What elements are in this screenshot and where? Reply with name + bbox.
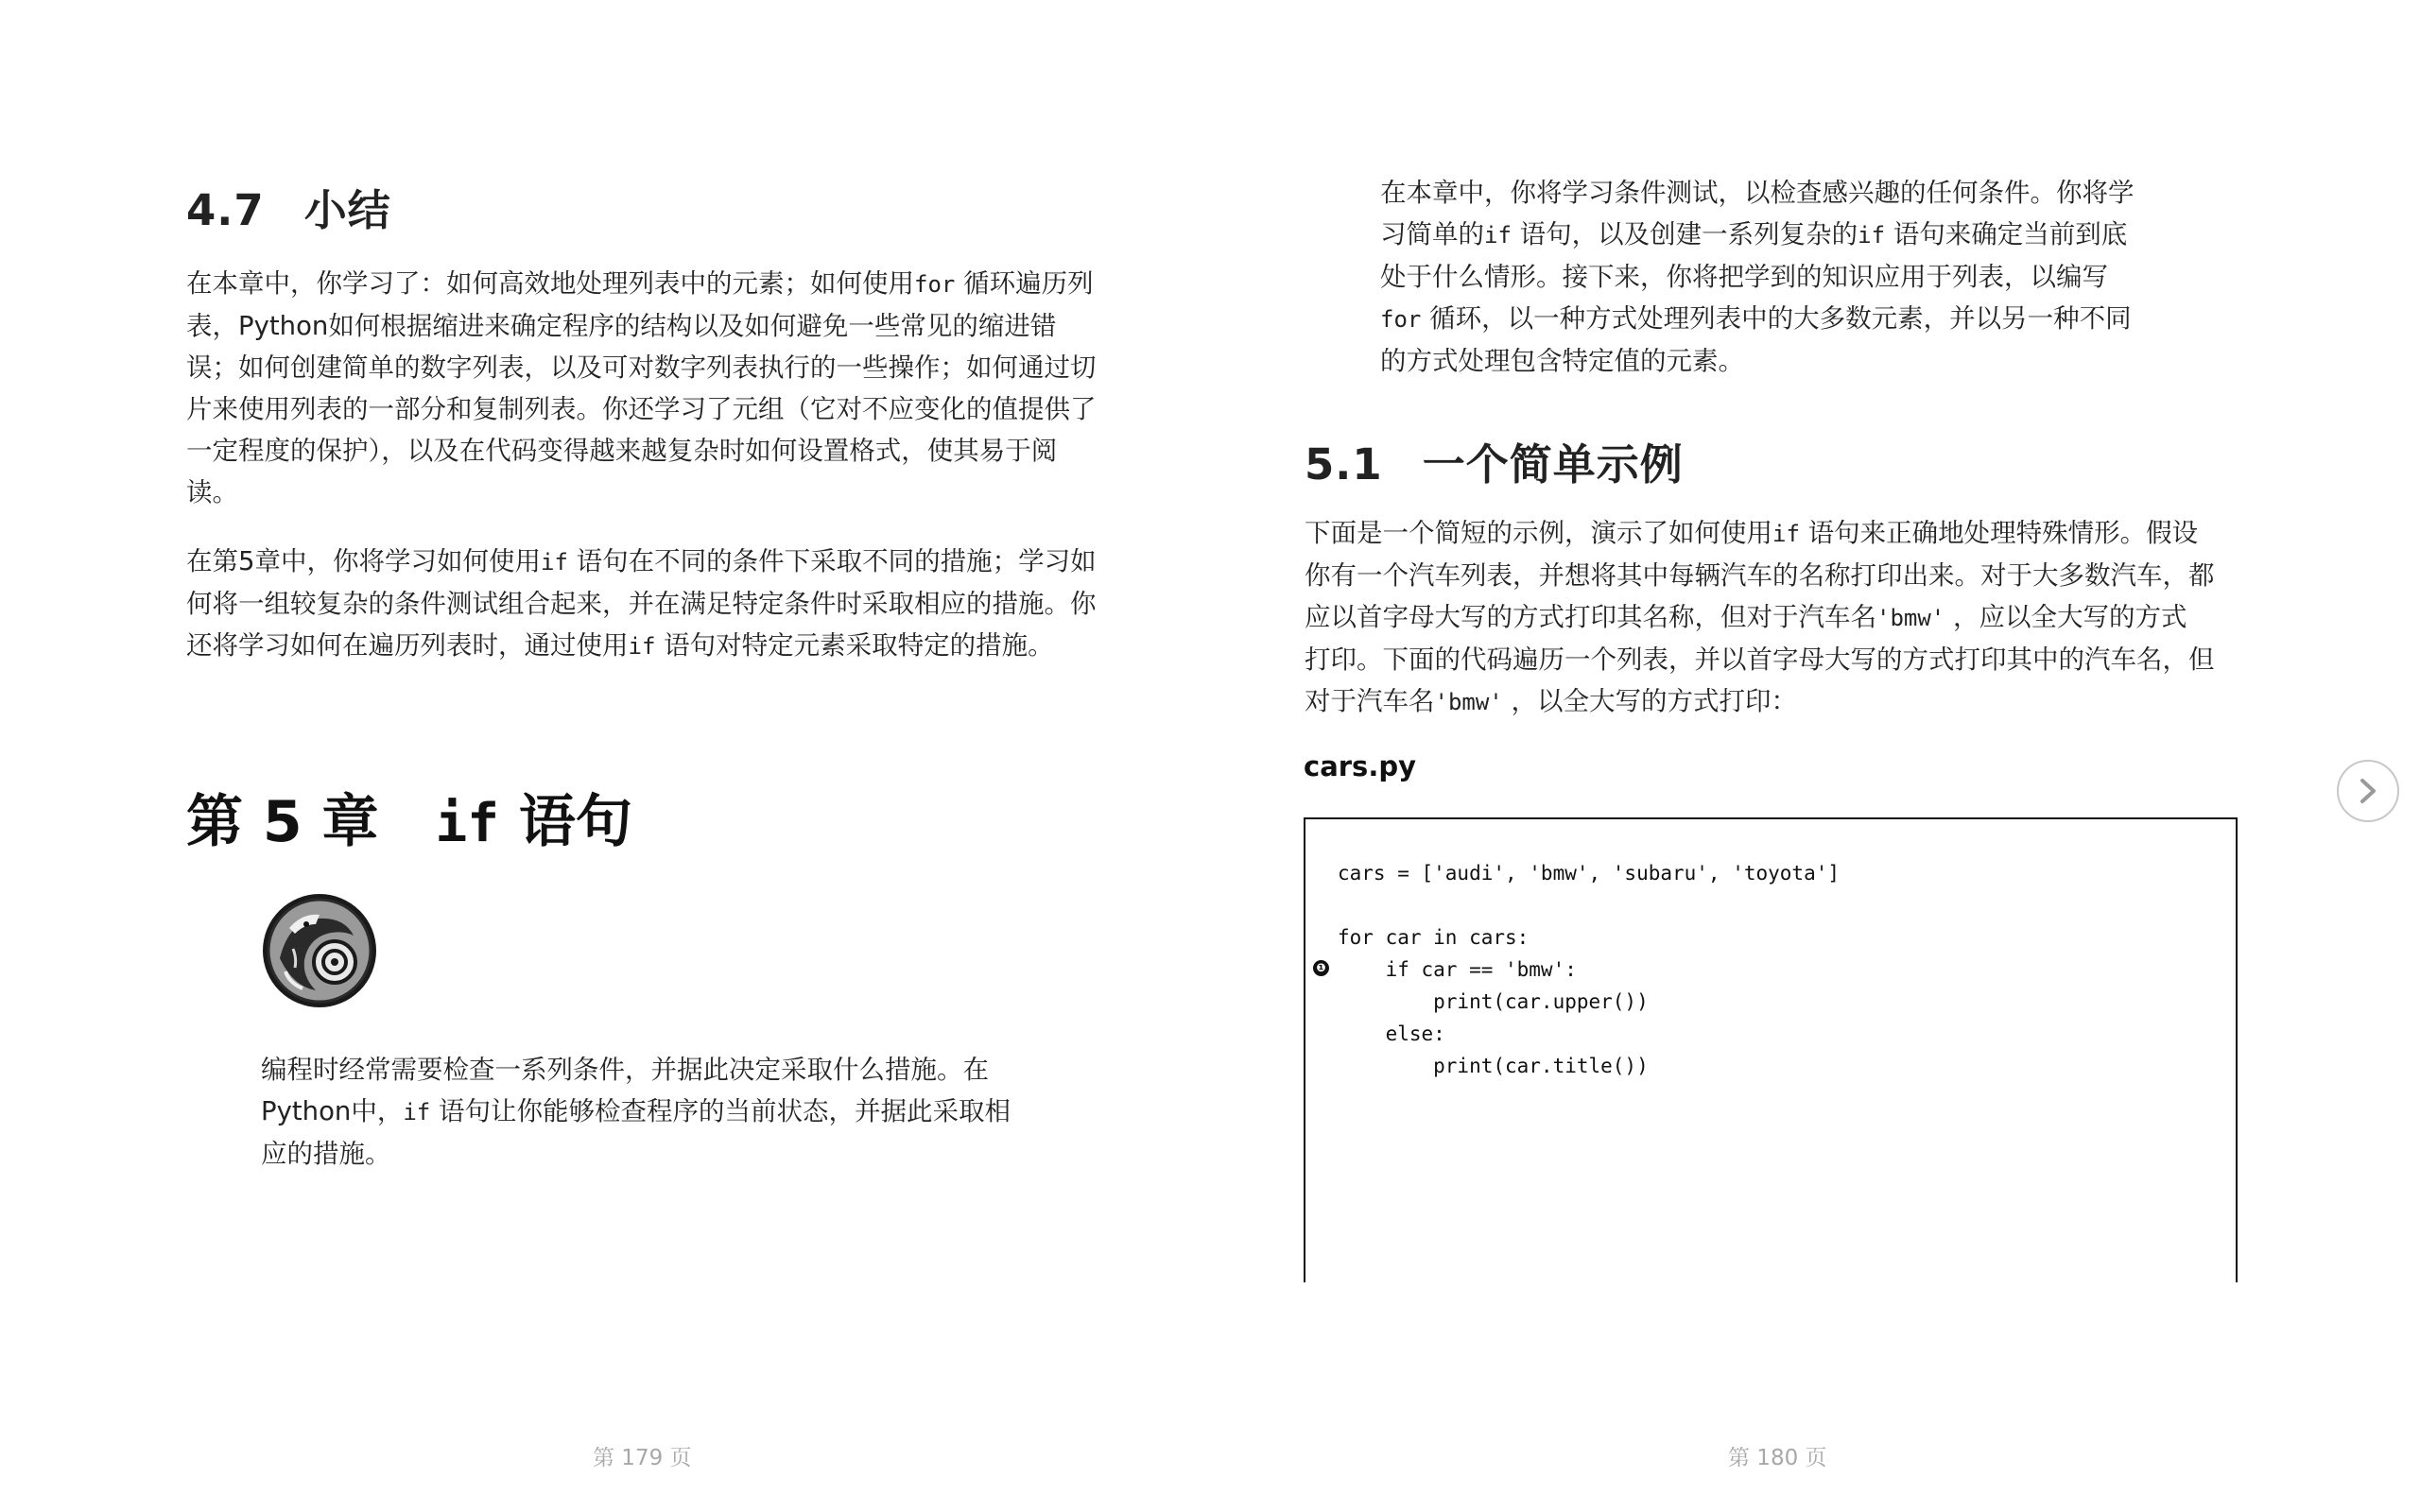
text-line xyxy=(186,541,1097,583)
code-line: if car == 'bmw': xyxy=(1338,958,1577,981)
code-marker-icon: ❶ xyxy=(1313,960,1329,976)
chevron-right-icon xyxy=(2356,777,2380,805)
next-chapter-paragraph xyxy=(186,541,1097,667)
text-segment: 何将一组较复杂的条件测试组合起来，并在满足特定条件时采取相应的措施。你 xyxy=(186,589,1097,619)
text-line xyxy=(1305,639,2215,680)
text-segment: 应以首字母大写的方式打印其名称，但对于汽车名 xyxy=(1305,602,1876,632)
inline-code: 'bmw' xyxy=(1434,689,1503,715)
example-paragraph xyxy=(1305,512,2215,723)
text-segment: ，应以全大写的方式 xyxy=(1945,602,2187,632)
text-line xyxy=(1305,555,2215,596)
text-line xyxy=(1305,512,2215,555)
right-page xyxy=(1210,0,2420,1512)
chapter-intro-text xyxy=(1380,172,2135,382)
code-listing xyxy=(1304,817,2238,1282)
text-segment: 表，Python如何根据缩进来确定程序的结构以及如何避免一些常见的缩进错 xyxy=(186,311,1057,341)
summary-paragraph xyxy=(186,263,1097,513)
text-line xyxy=(1380,214,2135,256)
text-line xyxy=(1305,596,2215,639)
code-line: else: xyxy=(1338,1022,1445,1045)
section-number: 5.1 xyxy=(1305,439,1383,490)
text-line xyxy=(186,263,1097,305)
text-segment: 循环遍历列 xyxy=(955,268,1094,299)
section-title: 小结 xyxy=(303,185,391,235)
inline-code: 'bmw' xyxy=(1876,605,1945,631)
code-line: print(car.title()) xyxy=(1338,1055,1649,1077)
text-line xyxy=(1380,340,2135,382)
text-segment: 误；如何创建简单的数字列表，以及可对数字列表执行的一些操作；如何通过切 xyxy=(186,352,1097,383)
inline-code: if xyxy=(1484,222,1512,249)
text-segment: 编程时经常需要检查一系列条件，并据此决定采取什么措施。在 xyxy=(261,1055,989,1085)
code-line xyxy=(1338,889,1840,921)
chapter-number: 第 5 章 xyxy=(186,789,379,855)
section-heading-4-7 xyxy=(186,176,391,237)
inline-code: if xyxy=(1858,222,1886,249)
text-segment: 在本章中，你将学习条件测试，以检查感兴趣的任何条件。你将学 xyxy=(1380,178,2135,208)
code-line: print(car.upper()) xyxy=(1338,990,1649,1013)
text-line xyxy=(186,625,1097,667)
code-block xyxy=(1338,857,1840,1082)
text-line xyxy=(261,1091,1011,1133)
text-segment: 在本章中，你学习了：如何高效地处理列表中的元素；如何使用 xyxy=(186,268,914,299)
text-segment: ，以全大写的方式打印： xyxy=(1502,686,1797,716)
text-line xyxy=(186,472,1097,513)
text-segment: 语句，以及创建一系列复杂的 xyxy=(1511,219,1858,249)
text-segment: 语句在不同的条件下采取不同的措施；学习如 xyxy=(567,546,1097,576)
text-line xyxy=(1305,680,2215,723)
text-line xyxy=(1380,256,2135,298)
next-page-button[interactable] xyxy=(2337,760,2399,822)
chapter-intro-paragraph xyxy=(261,1049,1011,1175)
inline-code: if xyxy=(1772,521,1800,547)
text-segment: 语句来确定当前到底 xyxy=(1885,219,2128,249)
chapter-keyword: if xyxy=(435,793,499,854)
inline-code: for xyxy=(914,271,956,298)
text-segment: 读。 xyxy=(186,477,238,507)
inline-code: if xyxy=(628,633,656,660)
text-segment: 打印。下面的代码遍历一个列表，并以首字母大写的方式打印其中的汽车名，但 xyxy=(1305,644,2215,675)
text-segment: 应的措施。 xyxy=(261,1139,391,1169)
section-heading-5-1 xyxy=(1305,430,1684,491)
chapter-title xyxy=(186,777,632,858)
text-segment: 片来使用列表的一部分和复制列表。你还学习了元组（它对不应变化的值提供了 xyxy=(186,394,1097,424)
text-line xyxy=(186,347,1097,388)
page-number-left: 第 179 页 xyxy=(593,1446,692,1470)
text-segment: 语句来正确地处理特殊情形。假设 xyxy=(1799,518,2199,548)
section-number: 4.7 xyxy=(186,185,265,235)
chapter-title-text: 语句 xyxy=(518,789,632,855)
section-title: 一个简单示例 xyxy=(1422,439,1684,490)
text-segment: 的方式处理包含特定值的元素。 xyxy=(1380,346,1744,376)
text-segment: Python中， xyxy=(261,1096,404,1126)
code-filename: cars.py xyxy=(1304,750,1417,782)
text-segment: 语句让你能够检查程序的当前状态，并据此采取相 xyxy=(430,1096,1011,1126)
text-segment: 一定程度的保护），以及在代码变得越来越复杂时如何设置格式，使其易于阅 xyxy=(186,436,1058,466)
text-segment: 语句对特定元素采取特定的措施。 xyxy=(655,630,1054,661)
text-segment: 下面是一个简短的示例，演示了如何使用 xyxy=(1305,518,1772,548)
text-segment: 处于什么情形。接下来，你将把学到的知识应用于列表，以编写 xyxy=(1380,262,2108,292)
text-line xyxy=(186,583,1097,625)
chapter-emblem-icon xyxy=(261,892,378,1009)
text-segment: 对于汽车名 xyxy=(1305,686,1435,716)
text-segment: 循环，以一种方式处理列表中的大多数元素，并以另一种不同 xyxy=(1421,303,2132,334)
text-line xyxy=(261,1049,1011,1091)
code-line: cars = ['audi', 'bmw', 'subaru', 'toyota'] xyxy=(1338,862,1841,885)
inline-code: for xyxy=(1380,306,1422,333)
page-number-right: 第 180 页 xyxy=(1728,1446,1827,1470)
text-line xyxy=(261,1133,1011,1175)
text-line xyxy=(186,430,1097,472)
text-segment: 在第5章中，你将学习如何使用 xyxy=(186,546,541,576)
text-line xyxy=(186,388,1097,430)
text-line xyxy=(1380,172,2135,214)
code-line: for car in cars: xyxy=(1338,926,1530,949)
inline-code: if xyxy=(541,549,568,576)
text-segment: 你有一个汽车列表，并想将其中每辆汽车的名称打印出来。对于大多数汽车，都 xyxy=(1305,560,2215,591)
text-line xyxy=(186,305,1097,347)
inline-code: if xyxy=(403,1099,431,1125)
text-segment: 习简单的 xyxy=(1380,219,1484,249)
text-line xyxy=(1380,298,2135,340)
text-segment: 还将学习如何在遍历列表时，通过使用 xyxy=(186,630,629,661)
